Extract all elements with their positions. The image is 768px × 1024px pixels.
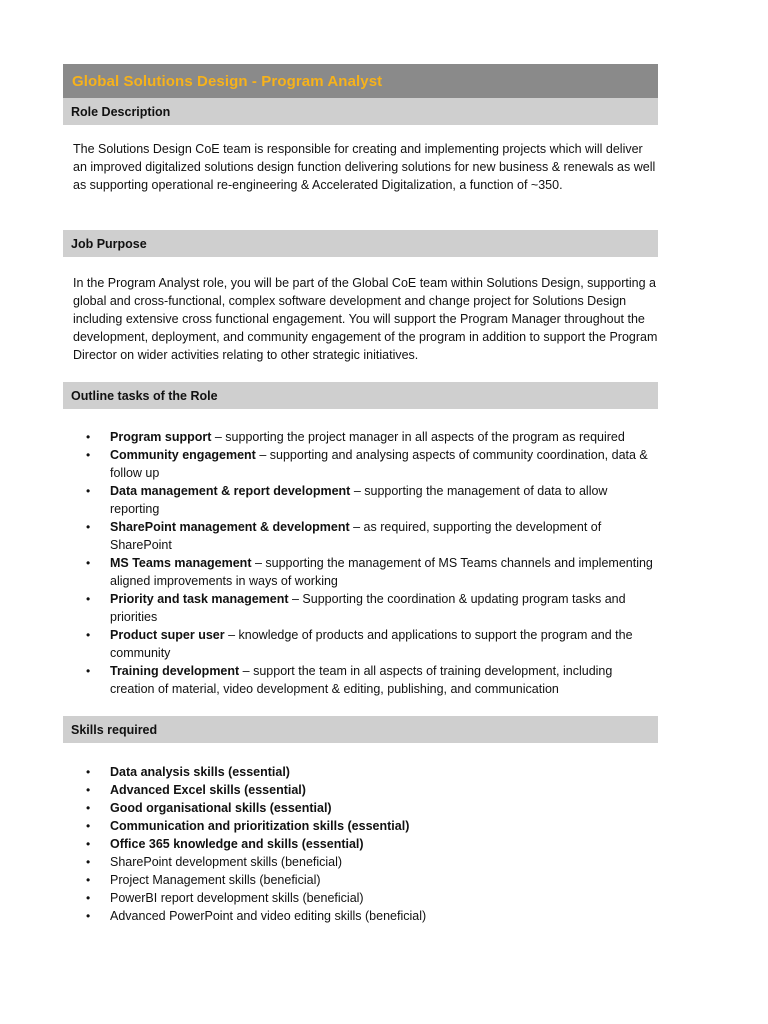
bullet-icon: • [86,448,91,462]
section-header-label: Outline tasks of the Role [71,388,218,403]
skill-text: Data analysis skills (essential) [110,765,290,779]
task-description: – supporting the management of MS Teams channels and implementing aligned improvements in ways of working [110,556,653,588]
role-description-text: The Solutions Design CoE team is responsible for creating and implementing projects which will deliver an improved digitalized solutions design function delivering solutions for new business & renewals as well as supporting operational re-engineering & Accelerated Digitalization, a function of ~350. [73,142,656,192]
bullet-icon: • [86,765,91,779]
outline-tasks-list [84,428,658,698]
section-header-job-purpose [63,230,658,257]
skill-text: SharePoint development skills (beneficial) [110,855,343,869]
section-header-label: Job Purpose [71,236,147,251]
bullet-icon: • [86,430,91,444]
task-title: MS Teams management [110,556,252,570]
task-list-item [84,662,658,698]
task-title: Training development [110,664,240,678]
bullet-icon: • [86,556,91,570]
skill-list-item [84,817,658,835]
section-header-role-description [63,98,658,125]
skill-text: Good organisational skills (essential) [110,801,332,815]
skill-list-item [84,907,658,925]
bullet-icon: • [86,801,91,815]
section-header-skills-required [63,716,658,743]
bullet-icon: • [86,520,91,534]
bullet-icon: • [86,592,91,606]
skill-text: Advanced PowerPoint and video editing skills (beneficial) [110,909,427,923]
task-description: – knowledge of products and applications to support the program and the community [110,628,633,660]
task-description: – as required, supporting the development of SharePoint [110,520,602,552]
section-header-outline-tasks [63,382,658,409]
job-purpose-text: In the Program Analyst role, you will be part of the Global CoE team within Solutions Design, supporting a global and cross-functional, complex software development and change project for Solutions Design including extensive cross functional engagement. You will support the Program Manager throughout the development, deployment, and community engagement of the program in addition to support the Program Director on wider activities relating to other strategic initiatives. [73,276,658,362]
skill-text: Communication and prioritization skills (essential) [110,819,410,833]
section-header-label: Skills required [71,722,158,737]
skill-list-item [84,799,658,817]
task-description: – support the team in all aspects of training development, including creation of material, video development & editing, publishing, and communication [110,664,613,696]
task-title: Data management & report development [110,484,351,498]
skill-list-item [84,871,658,889]
task-title: Community engagement [110,448,256,462]
task-list-item [84,554,658,590]
bullet-icon: • [86,819,91,833]
title-bar [63,64,658,98]
task-description: – supporting and analysing aspects of community coordination, data & follow up [110,448,648,480]
skill-list-item [84,889,658,907]
task-list-item [84,626,658,662]
task-list-item [84,446,658,482]
skill-list-item [84,781,658,799]
task-title: Program support [110,430,212,444]
bullet-icon: • [86,628,91,642]
task-list-item [84,428,658,446]
skill-list-item [84,853,658,871]
task-title: SharePoint management & development [110,520,350,534]
task-title: Priority and task management [110,592,289,606]
bullet-icon: • [86,891,91,905]
skills-required-list [84,763,658,925]
task-description: – Supporting the coordination & updating program tasks and priorities [110,592,626,624]
task-title: Product super user [110,628,225,642]
page-title: Global Solutions Design - Program Analyst [72,72,383,90]
bullet-icon: • [86,855,91,869]
bullet-icon: • [86,909,91,923]
bullet-icon: • [86,783,91,797]
task-description: – supporting the management of data to allow reporting [110,484,608,516]
bullet-icon: • [86,837,91,851]
skill-list-item [84,835,658,853]
skill-text: PowerBI report development skills (beneficial) [110,891,364,905]
skill-list-item [84,763,658,781]
task-list-item [84,518,658,554]
section-header-label: Role Description [71,104,171,119]
skill-text: Project Management skills (beneficial) [110,873,321,887]
bullet-icon: • [86,664,91,678]
task-description: – supporting the project manager in all aspects of the program as required [211,430,625,444]
bullet-icon: • [86,873,91,887]
skill-text: Advanced Excel skills (essential) [110,783,306,797]
task-list-item [84,482,658,518]
task-list-item [84,590,658,626]
skill-text: Office 365 knowledge and skills (essential) [110,837,364,851]
bullet-icon: • [86,484,91,498]
